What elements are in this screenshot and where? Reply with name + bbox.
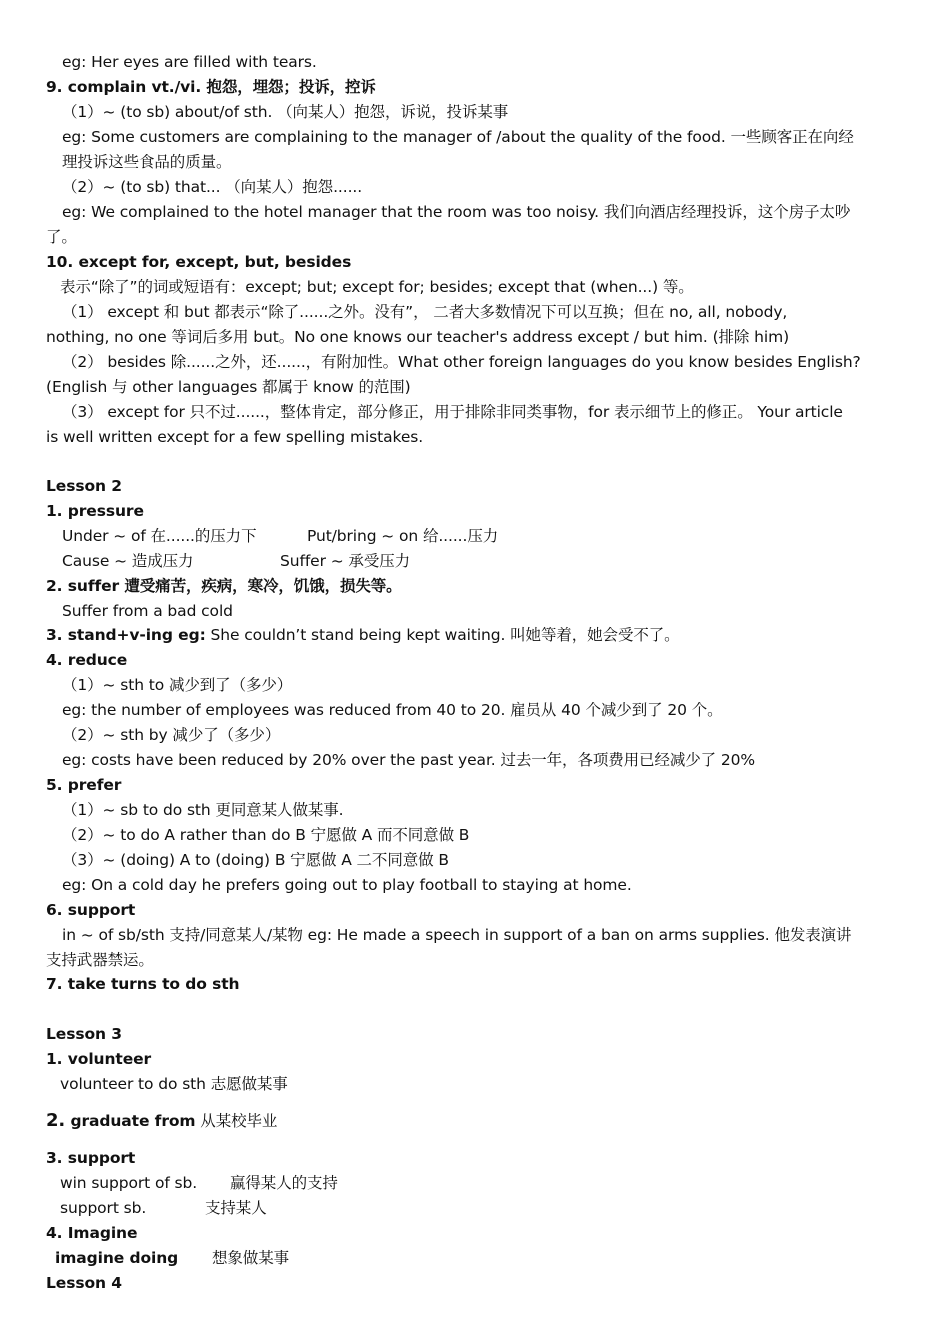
text-line: imagine doing xyxy=(55,1249,179,1267)
text-line: 了。 xyxy=(46,228,77,246)
heading-stand: 3. stand+v-ing eg: xyxy=(46,626,206,644)
heading-prefer: 5. prefer xyxy=(46,776,122,794)
lesson-heading: Lesson 3 xyxy=(46,1025,122,1043)
heading-pressure: 1. pressure xyxy=(46,502,144,520)
text-line: nothing, no one 等词后多用 but。No one knows our teacher's address except / but him. (排除 him) xyxy=(46,328,790,346)
text-line: 想象做某事 xyxy=(212,1249,290,1267)
text-line: 表示“除了”的词或短语有：except; but; except for; besides; except that (when...) 等。 xyxy=(60,278,694,296)
heading-except: 10. except for, except, but, besides xyxy=(46,253,352,271)
text-line: 理投诉这些食品的质量。 xyxy=(62,153,232,171)
text-line: （1）~ sth to 减少到了（多少） xyxy=(62,676,293,694)
heading-support: 6. support xyxy=(46,901,136,919)
text-line: eg: Her eyes are filled with tears. xyxy=(62,53,317,71)
text-line: eg: costs have been reduced by 20% over the past year. 过去一年，各项费用已经减少了 20% xyxy=(62,751,756,769)
lesson-heading: Lesson 4 xyxy=(46,1274,122,1292)
text-fragment: She couldn’t stand being kept waiting. 叫她等着，她会受不了。 xyxy=(205,626,680,644)
text-line: （2）~ sth by 减少了（多少） xyxy=(62,726,281,744)
heading-support-2: 3. support xyxy=(46,1149,136,1167)
text-line: （2）~ (to sb) that... （向某人）抱怨...... xyxy=(62,178,363,196)
heading-complain: 9. complain vt./vi. 抱怨，埋怨；投诉，控诉 xyxy=(46,78,376,96)
text-line: 支持某人 xyxy=(205,1199,267,1217)
heading-graduate: graduate from xyxy=(65,1112,196,1130)
text-line: Put/bring ~ on 给......压力 xyxy=(307,527,499,545)
text-line: eg: We complained to the hotel manager that the room was too noisy. 我们向酒店经理投诉，这个房子太吵 xyxy=(62,203,851,221)
text-line: eg: the number of employees was reduced from 40 to 20. 雇员从 40 个减少到了 20 个。 xyxy=(62,701,723,719)
item-number: 2. xyxy=(46,1110,66,1131)
text-line: eg: On a cold day he prefers going out to play football to staying at home. xyxy=(62,876,632,894)
lesson-heading: Lesson 2 xyxy=(46,477,122,495)
heading-take-turns: 7. take turns to do sth xyxy=(46,975,240,993)
text-line: Cause ~ 造成压力 xyxy=(62,552,194,570)
text-line: win support of sb. xyxy=(60,1174,198,1192)
text-line: Suffer ~ 承受压力 xyxy=(280,552,411,570)
text-line: （1）~ sb to do sth 更同意某人做某事. xyxy=(62,801,344,819)
text-line: （1）~ (to sb) about/of sth. （向某人）抱怨，诉说，投诉某事 xyxy=(62,103,509,121)
text-line: in ~ of sb/sth 支持/同意某人/某物 eg: He made a speech in support of a ban on arms supplies. 他发表演讲 xyxy=(62,926,852,944)
text-line-graduate xyxy=(46,1111,277,1131)
text-line: volunteer to do sth 志愿做某事 xyxy=(60,1075,288,1093)
heading-suffer: 2. suffer 遭受痛苦，疾病，寒冷，饥饿，损失等。 xyxy=(46,577,402,595)
text-fragment: 从某校毕业 xyxy=(195,1112,278,1130)
text-line: support sb. xyxy=(60,1199,147,1217)
text-line-stand xyxy=(46,625,680,645)
text-line: is well written except for a few spelling mistakes. xyxy=(46,428,424,446)
text-line: 支持武器禁运。 xyxy=(46,951,154,969)
text-line: （2）~ to do A rather than do B 宁愿做 A 而不同意做 B xyxy=(62,826,470,844)
text-line: eg: Some customers are complaining to the manager of /about the quality of the food. 一些顾客正在向经 xyxy=(62,128,854,146)
heading-reduce: 4. reduce xyxy=(46,651,128,669)
text-line: （1） except 和 but 都表示“除了......之外。没有”， 二者大多数情况下可以互换；但在 no, all, nobody, xyxy=(62,303,788,321)
text-line: （3） except for 只不过......，整体肯定，部分修正，用于排除非同类事物，for 表示细节上的修正。 Your article xyxy=(62,403,843,421)
text-line: 赢得某人的支持 xyxy=(230,1174,338,1192)
text-line: Under ~ of 在......的压力下 xyxy=(62,527,257,545)
text-line: （3）~ (doing) A to (doing) B 宁愿做 A 二不同意做 B xyxy=(62,851,449,869)
text-line: （2） besides 除......之外，还......，有附加性。What other foreign languages do you know besides English? xyxy=(62,353,861,371)
text-line: (English 与 other languages 都属于 know 的范围) xyxy=(46,378,411,396)
text-line: Suffer from a bad cold xyxy=(62,602,233,620)
heading-volunteer: 1. volunteer xyxy=(46,1050,152,1068)
heading-imagine: 4. Imagine xyxy=(46,1224,138,1242)
